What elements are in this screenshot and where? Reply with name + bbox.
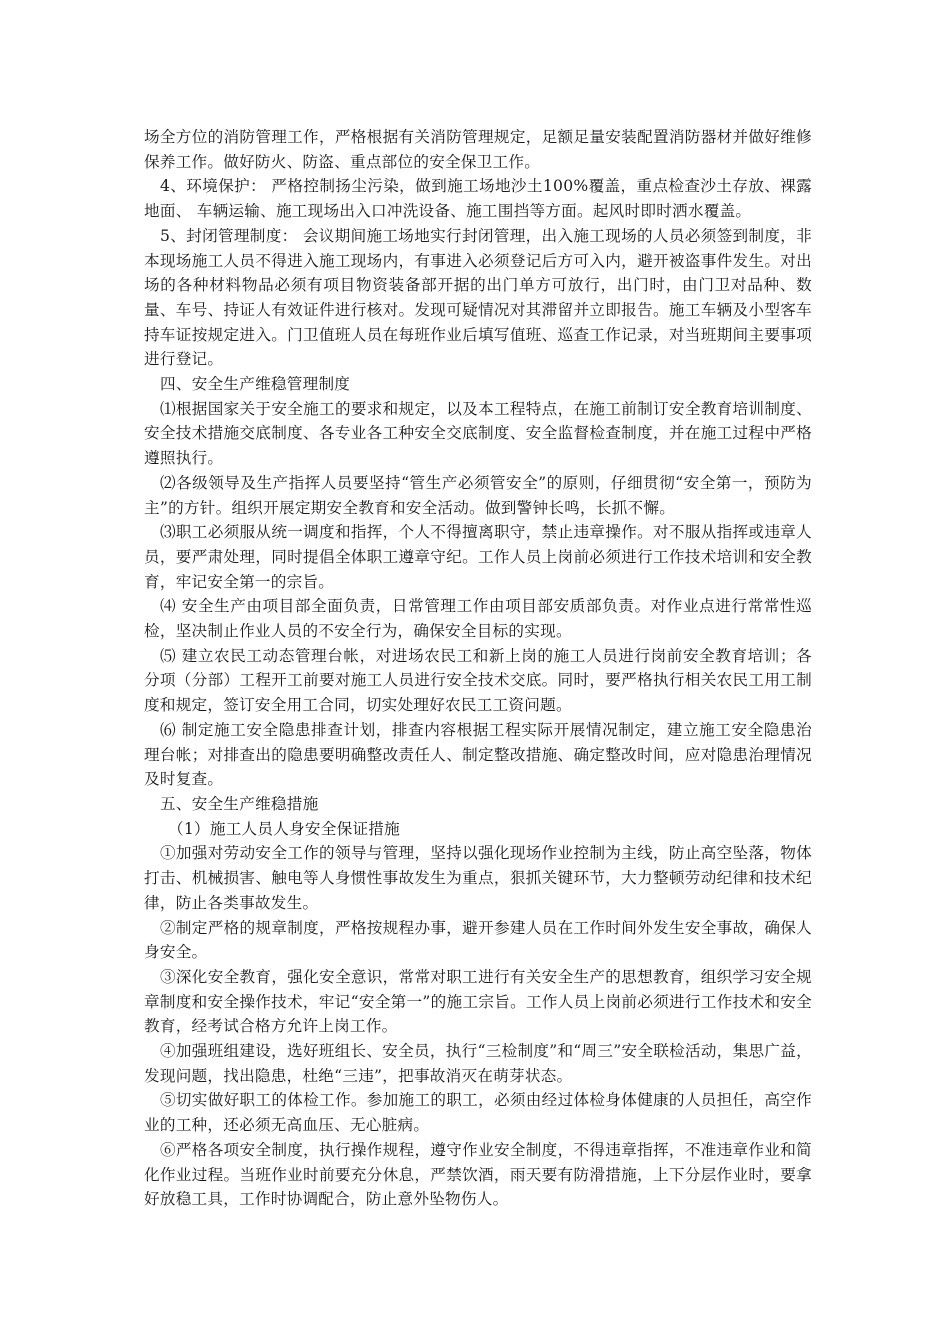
paragraph-4-5: ⑸ 建立农民工动态管理台帐，对进场农民工和新上岗的施工人员进行岗前安全教育培训；各分项（分部）工程开工前要对施工人员进行安全技术交底。同时，要严格执行相关农民工用工制度和规定，签订安全用工合同，切实处理好农民工工资问题。 — [144, 646, 812, 715]
paragraph-closed-management: 5、封闭管理制度： 会议期间施工场地实行封闭管理，出入施工现场的人员必须签到制度，非本现场施工人员不得进入施工现场内，有事进入必须登记后方可入内，避开被盗事件发生。对出场的各种材料物品必须有项目物资装备部开据的出门单方可放行，出门时，由门卫对品种、数量、车号、持证人有效证件进行核对。发现可疑情况对其滞留并立即报告。施工车辆及小型客车持车证按规定进入。门卫值班人员在每班作业后填写值班、巡查工作记录，对当班期间主要事项进行登记。 — [144, 226, 812, 369]
section-heading-5: 五、安全生产维稳措施 — [160, 794, 319, 813]
section-heading-4: 四、安全生产维稳管理制度 — [160, 375, 351, 394]
paragraph-5-6: ⑥严格各项安全制度，执行操作规程，遵守作业安全制度，不得违章指挥，不准违章作业和简化作业过程。当班作业时前要充分休息，严禁饮酒，雨天要有防滑措施，上下分层作业时，要拿好放稳工具，工作时协调配合，防止意外坠物伤人。 — [144, 1140, 812, 1209]
paragraph-4-4: ⑷ 安全生产由项目部全面负责，日常管理工作由项目部安质部负责。对作业点进行常常性巡检，坚决制止作业人员的不安全行为，确保安全目标的实现。 — [144, 597, 812, 641]
paragraph-4-3: ⑶职工必须服从统一调度和指挥，个人不得擅离职守，禁止违章操作。对不服从指挥或违章人员，要严肃处理，同时提倡全体职工遵章守纪。工作人员上岗前必须进行工作技术培训和安全教育，牢记安全第一的宗旨。 — [144, 523, 812, 591]
subsection-heading-5-1: （1）施工人员人身安全保证措施 — [168, 819, 400, 838]
paragraph-5-2: ②制定严格的规章制度，严格按规程办事，避开参建人员在工作时间外发生安全事故，确保人身安全。 — [144, 918, 812, 962]
paragraph-environmental-protection: 4、环境保护： 严格控制扬尘污染，做到施工场地沙土100%覆盖，重点检查沙土存放、裸露地面、 车辆运输、施工现场出入口冲洗设备、施工围挡等方面。起风时即时洒水覆盖。 — [144, 177, 812, 221]
paragraph-4-6: ⑹ 制定施工安全隐患排查计划，排查内容根据工程实际开展情况制定，建立施工安全隐患治理台帐；对排查出的隐患要明确整改责任人、制定整改措施、确定整改时间，应对隐患治理情况及时复查。 — [144, 720, 812, 789]
document-body — [144, 125, 812, 1212]
paragraph-4-1: ⑴根据国家关于安全施工的要求和规定，以及本工程特点，在施工前制订安全教育培训制度、安全技术措施交底制度、各专业各工种安全交底制度、安全监督检查制度，并在施工过程中严格遵照执行。 — [144, 399, 812, 468]
paragraph-5-5: ⑤切实做好职工的体检工作。参加施工的职工，必须由经过体检身体健康的人员担任，高空作业的工种，还必须无高血压、无心脏病。 — [144, 1091, 812, 1135]
paragraph-fire-management-continued: 场全方位的消防管理工作，严格根据有关消防管理规定，足额足量安装配置消防器材并做好维修保养工作。做好防火、防盗、重点部位的安全保卫工作。 — [144, 128, 812, 171]
paragraph-5-4: ④加强班组建设，选好班组长、安全员，执行“三检制度”和“周三”安全联检活动，集思广益，发现问题，找出隐患，杜绝“三违”，把事故消灭在萌芽状态。 — [144, 1042, 812, 1085]
paragraph-5-3: ③深化安全教育，强化安全意识，常常对职工进行有关安全生产的思想教育，组织学习安全规章制度和安全操作技术，牢记“安全第一”的施工宗旨。工作人员上岗前必须进行工作技术和安全教育，经考试合格方允许上岗工作。 — [144, 967, 812, 1036]
paragraph-5-1: ①加强对劳动安全工作的领导与管理，坚持以强化现场作业控制为主线，防止高空坠落，物体打击、机械损害、触电等人身惯性事故发生为重点，狠抓关键环节，大力整顿劳动纪律和技术纪律，防止各类事故发生。 — [144, 844, 812, 912]
paragraph-4-2: ⑵各级领导及生产指挥人员要坚持“管生产必须管安全”的原则，仔细贯彻“安全第一，预防为主”的方针。组织开展定期安全教育和安全活动。做到警钟长鸣，长抓不懈。 — [144, 473, 812, 517]
